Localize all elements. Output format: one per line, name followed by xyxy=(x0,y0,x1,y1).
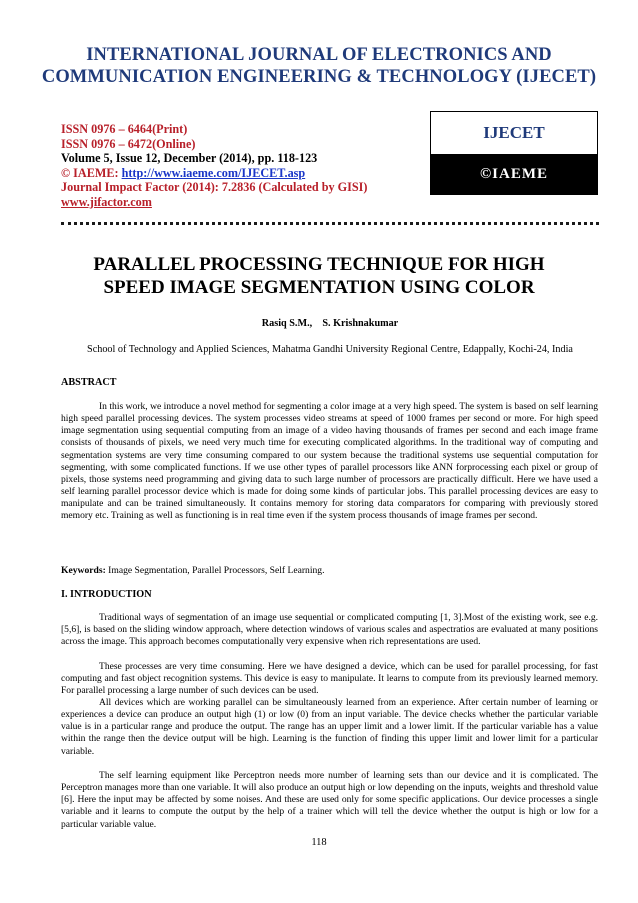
keywords-text: Image Segmentation, Parallel Processors, Self Learning. xyxy=(105,565,325,576)
dotted-separator xyxy=(61,222,599,225)
intro-paragraph-1: Traditional ways of segmentation of an image use sequential or complicated computing [1, 3].Most of the existing work, see e.g. [5,6], is based on the sliding window approach, where detection windows of various scales and aspectratios are evaluated at many positions across the image. This approach becomes computationally very expensive when rich representations are used. xyxy=(61,612,598,648)
intro-paragraph-2: These processes are very time consuming. Here we have designed a device, which can be used for parallel processing, for fast computing and fast object recognition systems. This device is easy to manipulate. It learns to compute from its previously learned memory. For parallel processing a large number of such devices can be used. xyxy=(61,661,598,697)
impact-factor: Journal Impact Factor (2014): 7.2836 (Calculated by GISI) xyxy=(61,180,368,195)
intro-paragraph-4: The self learning equipment like Perceptron needs more number of learning sets than our device and it is complicated. The Perceptron manages more than one variable. It will also produce an output high or low depending on the inputs, weights and threshold value [6]. Here the input may be affected by some noises. And these are used only for some specific applications. Our device processes a single variable and it learns to compute the output by the help of a trainer which will tell the device whether the output is high or low for a particular variable value. xyxy=(61,770,598,830)
journal-title-line-1: INTERNATIONAL JOURNAL OF ELECTRONICS AND xyxy=(86,45,552,65)
iaeme-line xyxy=(61,166,431,181)
paper-title xyxy=(40,253,598,299)
keywords xyxy=(61,565,598,576)
page-number: 118 xyxy=(311,837,327,848)
authors: Rasiq S.M., S. Krishnakumar xyxy=(261,318,399,329)
journal-meta xyxy=(61,122,431,210)
affiliation: School of Technology and Applied Sciences, Mahatma Gandhi University Regional Centre, Edappally, Kochi-24, India xyxy=(87,344,573,355)
intro-paragraph-3: All devices which are working parallel can be simultaneously learned from an experience. After certain number of learning or experiences a device can produce an output high (1) or low (0) from an input variable. The device checks whether the particular variable value is in a particular range and produce the output. The range has an upper limit and a lower limit. If the particular variable has a value within the range then the device output will be high. Learning is the function of finding this upper limit and lower limit for a particular variable. xyxy=(61,697,598,757)
jifactor-link[interactable]: www.jifactor.com xyxy=(61,194,152,209)
badge-iaeme: ©IAEME xyxy=(431,154,597,194)
journal-badge xyxy=(430,111,598,195)
badge-ijecet: IJECET xyxy=(431,112,597,154)
volume-info: Volume 5, Issue 12, December (2014), pp. 118-123 xyxy=(61,151,318,166)
iaeme-prefix: © IAEME: xyxy=(61,165,122,180)
abstract-heading: ABSTRACT xyxy=(61,377,117,388)
paper-title-line-2: SPEED IMAGE SEGMENTATION USING COLOR xyxy=(103,277,535,298)
abstract-text: In this work, we introduce a novel method for segmenting a color image at a very high speed. The system is based on self learning high speed parallel processing devices. The system processes video streams at speed of 1000 frames per second or more. For high speed image segmentation using sequential computing from an image of a video having thousands of frames per second and each image frame consists of thousands of pixels, we need very much time for executing complicated algorithms. In the traditional way of computing and segmentation systems are very time consuming compared to our system because the traditional systems use sequential computation for segmenting, with some complicated functions. If we use other types of parallel processors like ANN forprocessing each pixel or group of pixels, those systems need programming and giving data to such large number of processors are practically difficult. Here we have used a self learning parallel processor device which is made for doing some kinds of particular jobs. This parallel processing devices are easy to manipulate and can be trained simultaneously. It contains memory for storing data comparators for comparing with previously stored memory etc. Training as well as functioning is in real time even if the system process thousands of image frames per second. xyxy=(61,401,598,522)
iaeme-link[interactable]: http://www.iaeme.com/IJECET.asp xyxy=(121,165,306,180)
paper-title-line-1: PARALLEL PROCESSING TECHNIQUE FOR HIGH xyxy=(93,254,545,275)
intro-heading: I. INTRODUCTION xyxy=(61,589,152,600)
keywords-label: Keywords: xyxy=(61,565,106,576)
journal-title xyxy=(20,44,618,88)
jifactor-line xyxy=(61,195,431,210)
journal-title-line-2: COMMUNICATION ENGINEERING & TECHNOLOGY (IJECET) xyxy=(41,67,597,87)
issn-print: ISSN 0976 – 6464(Print) xyxy=(61,122,188,136)
issn-online: ISSN 0976 – 6472(Online) xyxy=(61,136,196,151)
